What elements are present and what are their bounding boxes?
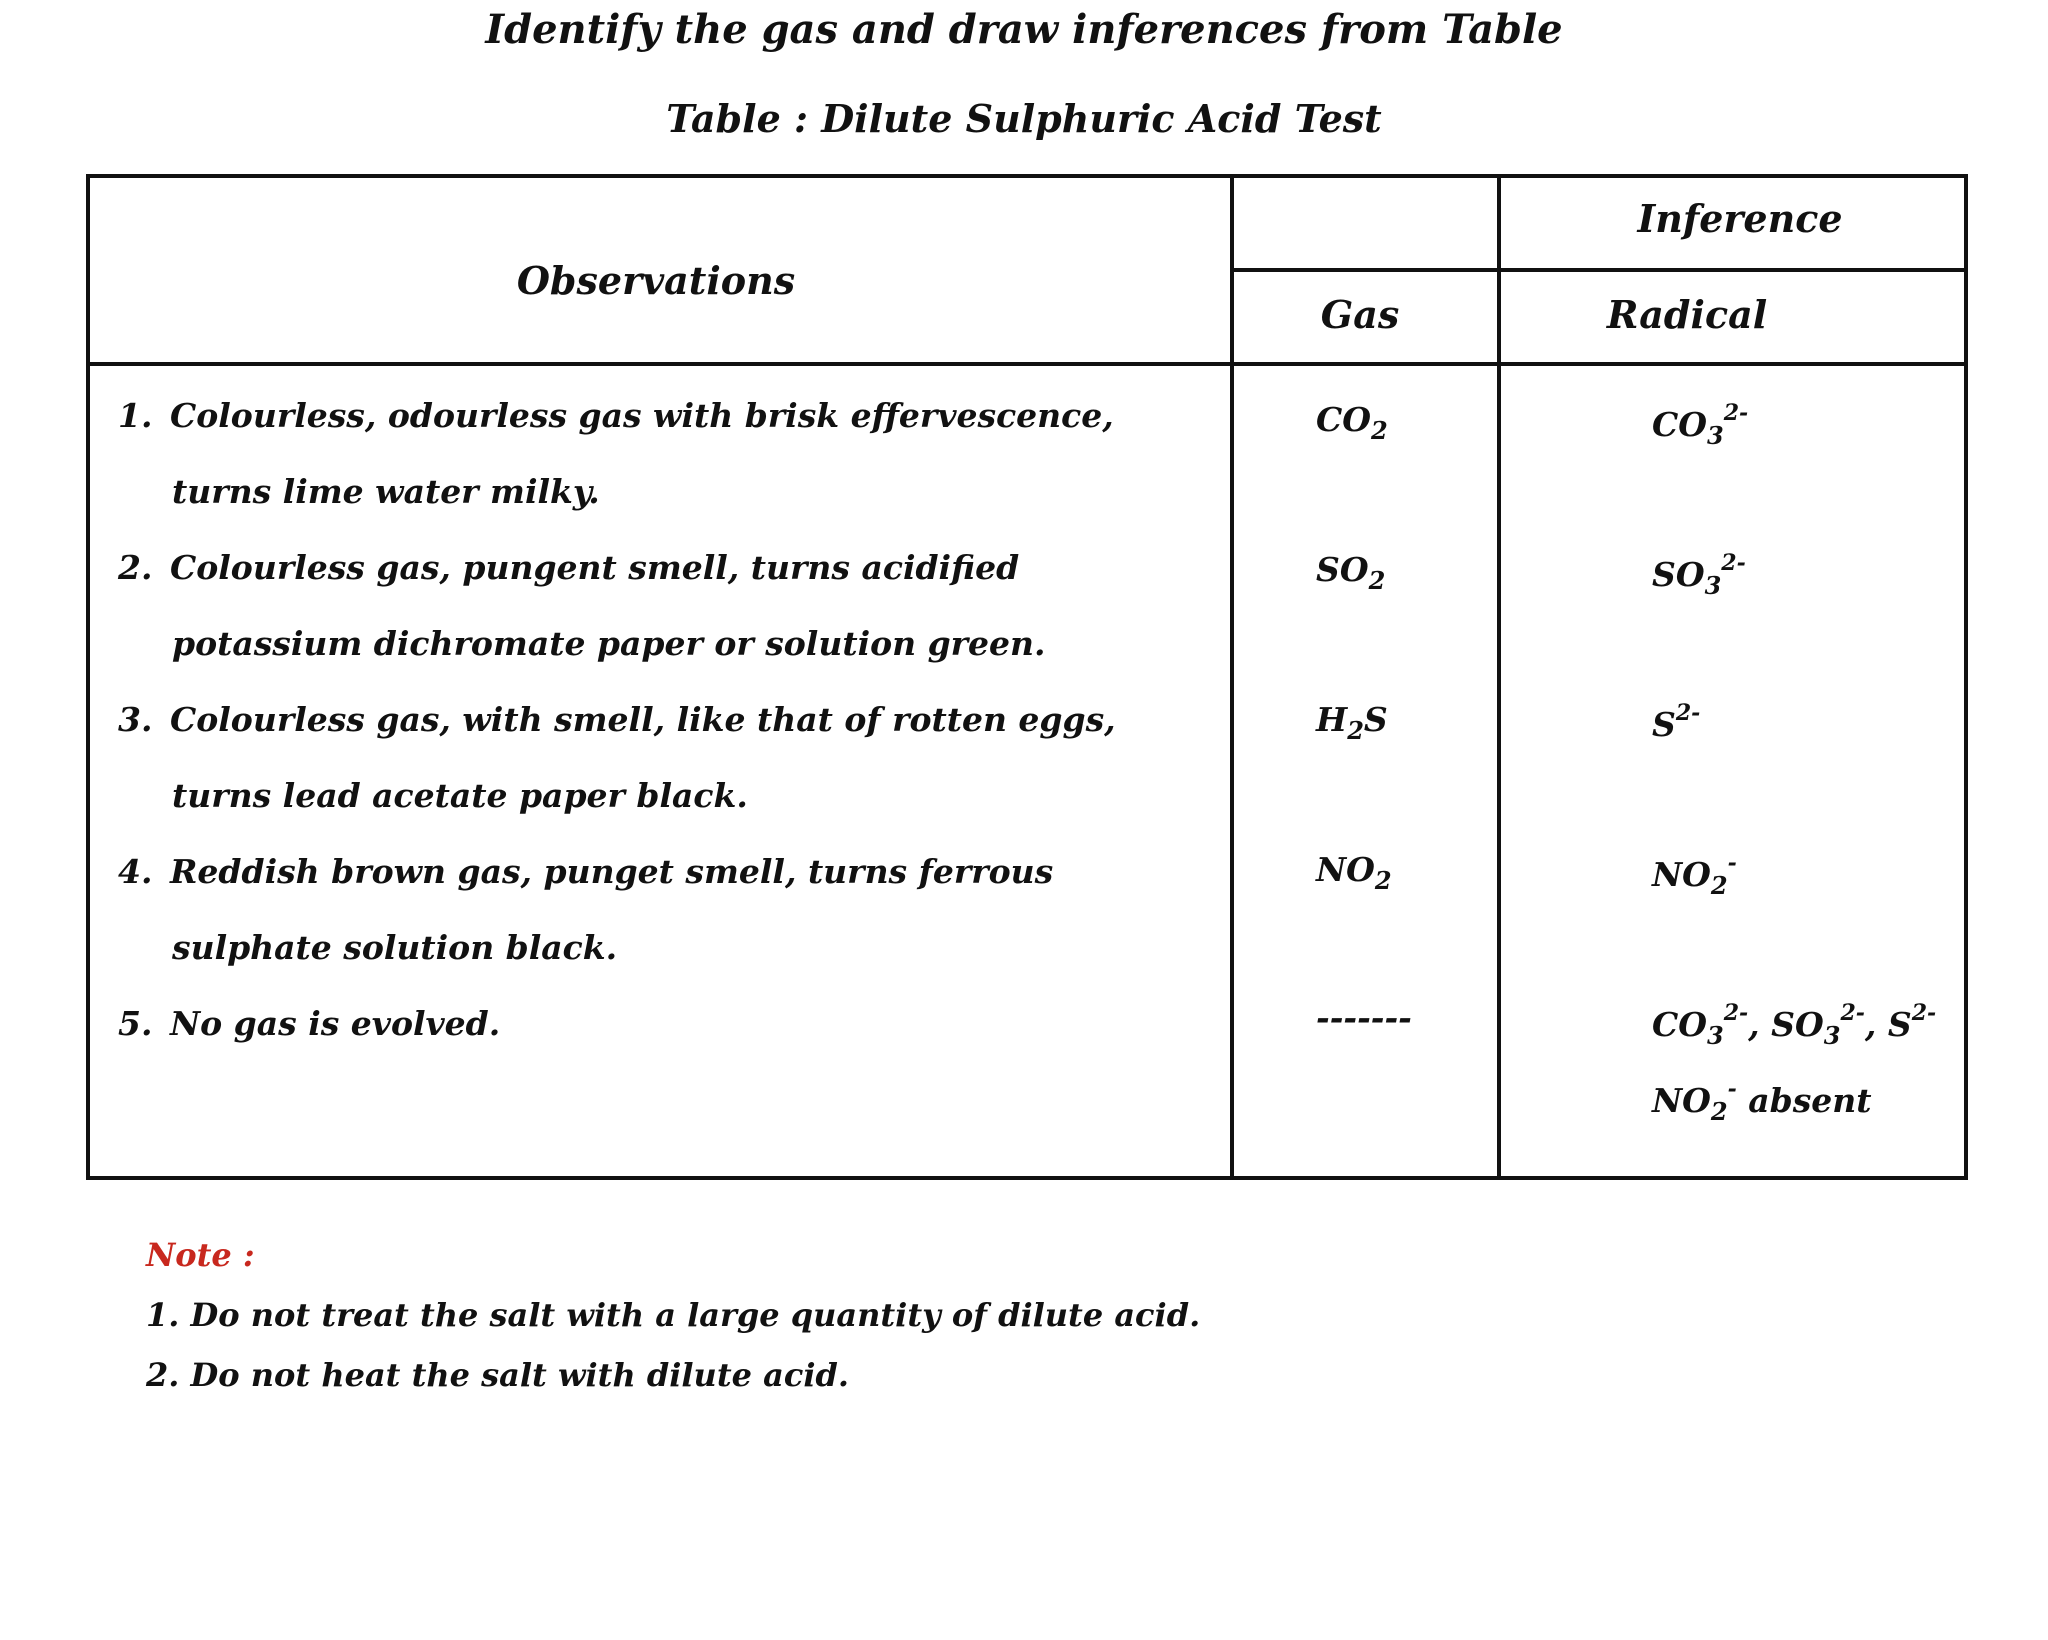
table-row-3-observation-cont: turns lead acetate paper black.: [172, 776, 748, 815]
table-caption: Table : Dilute Sulphuric Acid Test: [666, 96, 1382, 141]
table-row-2-gas: $SO_2$: [1316, 550, 1386, 595]
row-number: 5.: [118, 1004, 153, 1043]
note-title: Note :: [146, 1236, 255, 1274]
table-row-3-radical: $S^{2-}$: [1652, 700, 1701, 744]
table-row-5-gas: -------: [1316, 998, 1412, 1037]
table-row-1-gas: $CO_2$: [1316, 400, 1388, 445]
note-item-1: 1. Do not treat the salt with a large quantity of dilute acid.: [146, 1296, 1201, 1334]
table-row-1-observation-cont: turns lime water milky.: [172, 472, 600, 511]
note-item-2: 2. Do not heat the salt with dilute acid.: [146, 1356, 849, 1394]
table-row-2-observation: [118, 548, 1019, 587]
table-row-3-observation: [118, 700, 1116, 739]
header-inference: Inference: [1637, 196, 1843, 241]
row-number: 4.: [118, 852, 153, 891]
table-row-4-observation: [118, 852, 1053, 891]
header-radical: Radical: [1606, 292, 1768, 337]
observation-text: Reddish brown gas, punget smell, turns ferrous: [170, 852, 1054, 891]
row-number: 3.: [118, 700, 153, 739]
observation-text: No gas is evolved.: [170, 1004, 501, 1043]
table-row-3-gas: $H_2S$: [1316, 700, 1388, 745]
observation-text: Colourless, odourless gas with brisk effervescence,: [170, 396, 1114, 435]
header-divider-inference: [1230, 268, 1964, 272]
table-row-1-observation: [118, 396, 1114, 435]
table-row-5-observation: [118, 1004, 500, 1043]
observation-text: Colourless gas, with smell, like that of rotten eggs,: [170, 700, 1116, 739]
table-row-5-radical-line1: $CO_3^{2-}$, $SO_3^{2-}$, $S^{2-}$: [1652, 1000, 1937, 1050]
table-row-2-observation-cont: potassium dichromate paper or solution green.: [172, 624, 1046, 663]
header-gas: Gas: [1320, 292, 1400, 337]
table-row-4-gas: $NO_2$: [1316, 850, 1392, 895]
table-row-4-radical: $NO_2^-$: [1652, 850, 1737, 900]
table-row-2-radical: $SO_3^{2-}$: [1652, 550, 1746, 600]
page-heading: Identify the gas and draw inferences from Table: [485, 6, 1563, 53]
observation-text: Colourless gas, pungent smell, turns acidified: [170, 548, 1020, 587]
table-row-4-observation-cont: sulphate solution black.: [172, 928, 618, 967]
header-observations: Observations: [516, 258, 796, 303]
row-number: 2.: [118, 548, 153, 587]
row-number: 1.: [118, 396, 153, 435]
table-row-1-radical: $CO_3^{2-}$: [1652, 400, 1749, 450]
header-divider-body: [90, 362, 1964, 366]
table-row-5-radical-line2: $NO_2^-$ absent: [1652, 1076, 1872, 1126]
